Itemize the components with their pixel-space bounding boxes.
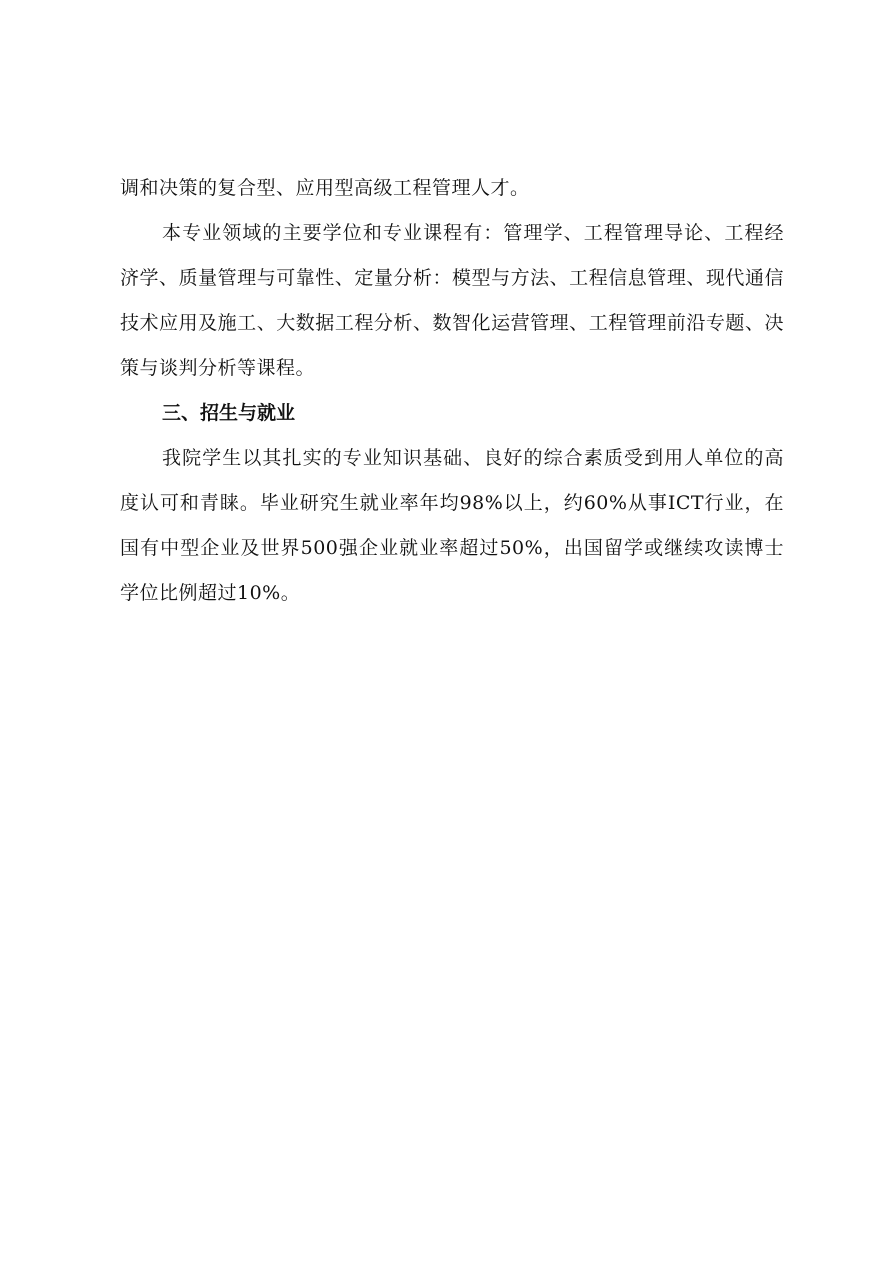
paragraph-continuation: 调和决策的复合型、应用型高级工程管理人才。	[120, 177, 530, 199]
paragraph-employment: 我院学生以其扎实的专业知识基础、良好的综合素质受到用人单位的高度认可和青睐。毕业研究生就业率年均98%以上，约60%从事ICT行业，在国有中型企业及世界500强企业就业率超过50%，出国留学或继续攻读博士学位比例超过10%。	[120, 447, 784, 604]
paragraph-courses: 本专业领域的主要学位和专业课程有：管理学、工程管理导论、工程经济学、质量管理与可靠性、定量分析：模型与方法、工程信息管理、现代通信技术应用及施工、大数据工程分析、数智化运营管理、工程管理前沿专题、决策与谈判分析等课程。	[120, 222, 784, 379]
document-body	[120, 166, 784, 616]
section-heading-admission-employment: 三、招生与就业	[162, 402, 296, 424]
